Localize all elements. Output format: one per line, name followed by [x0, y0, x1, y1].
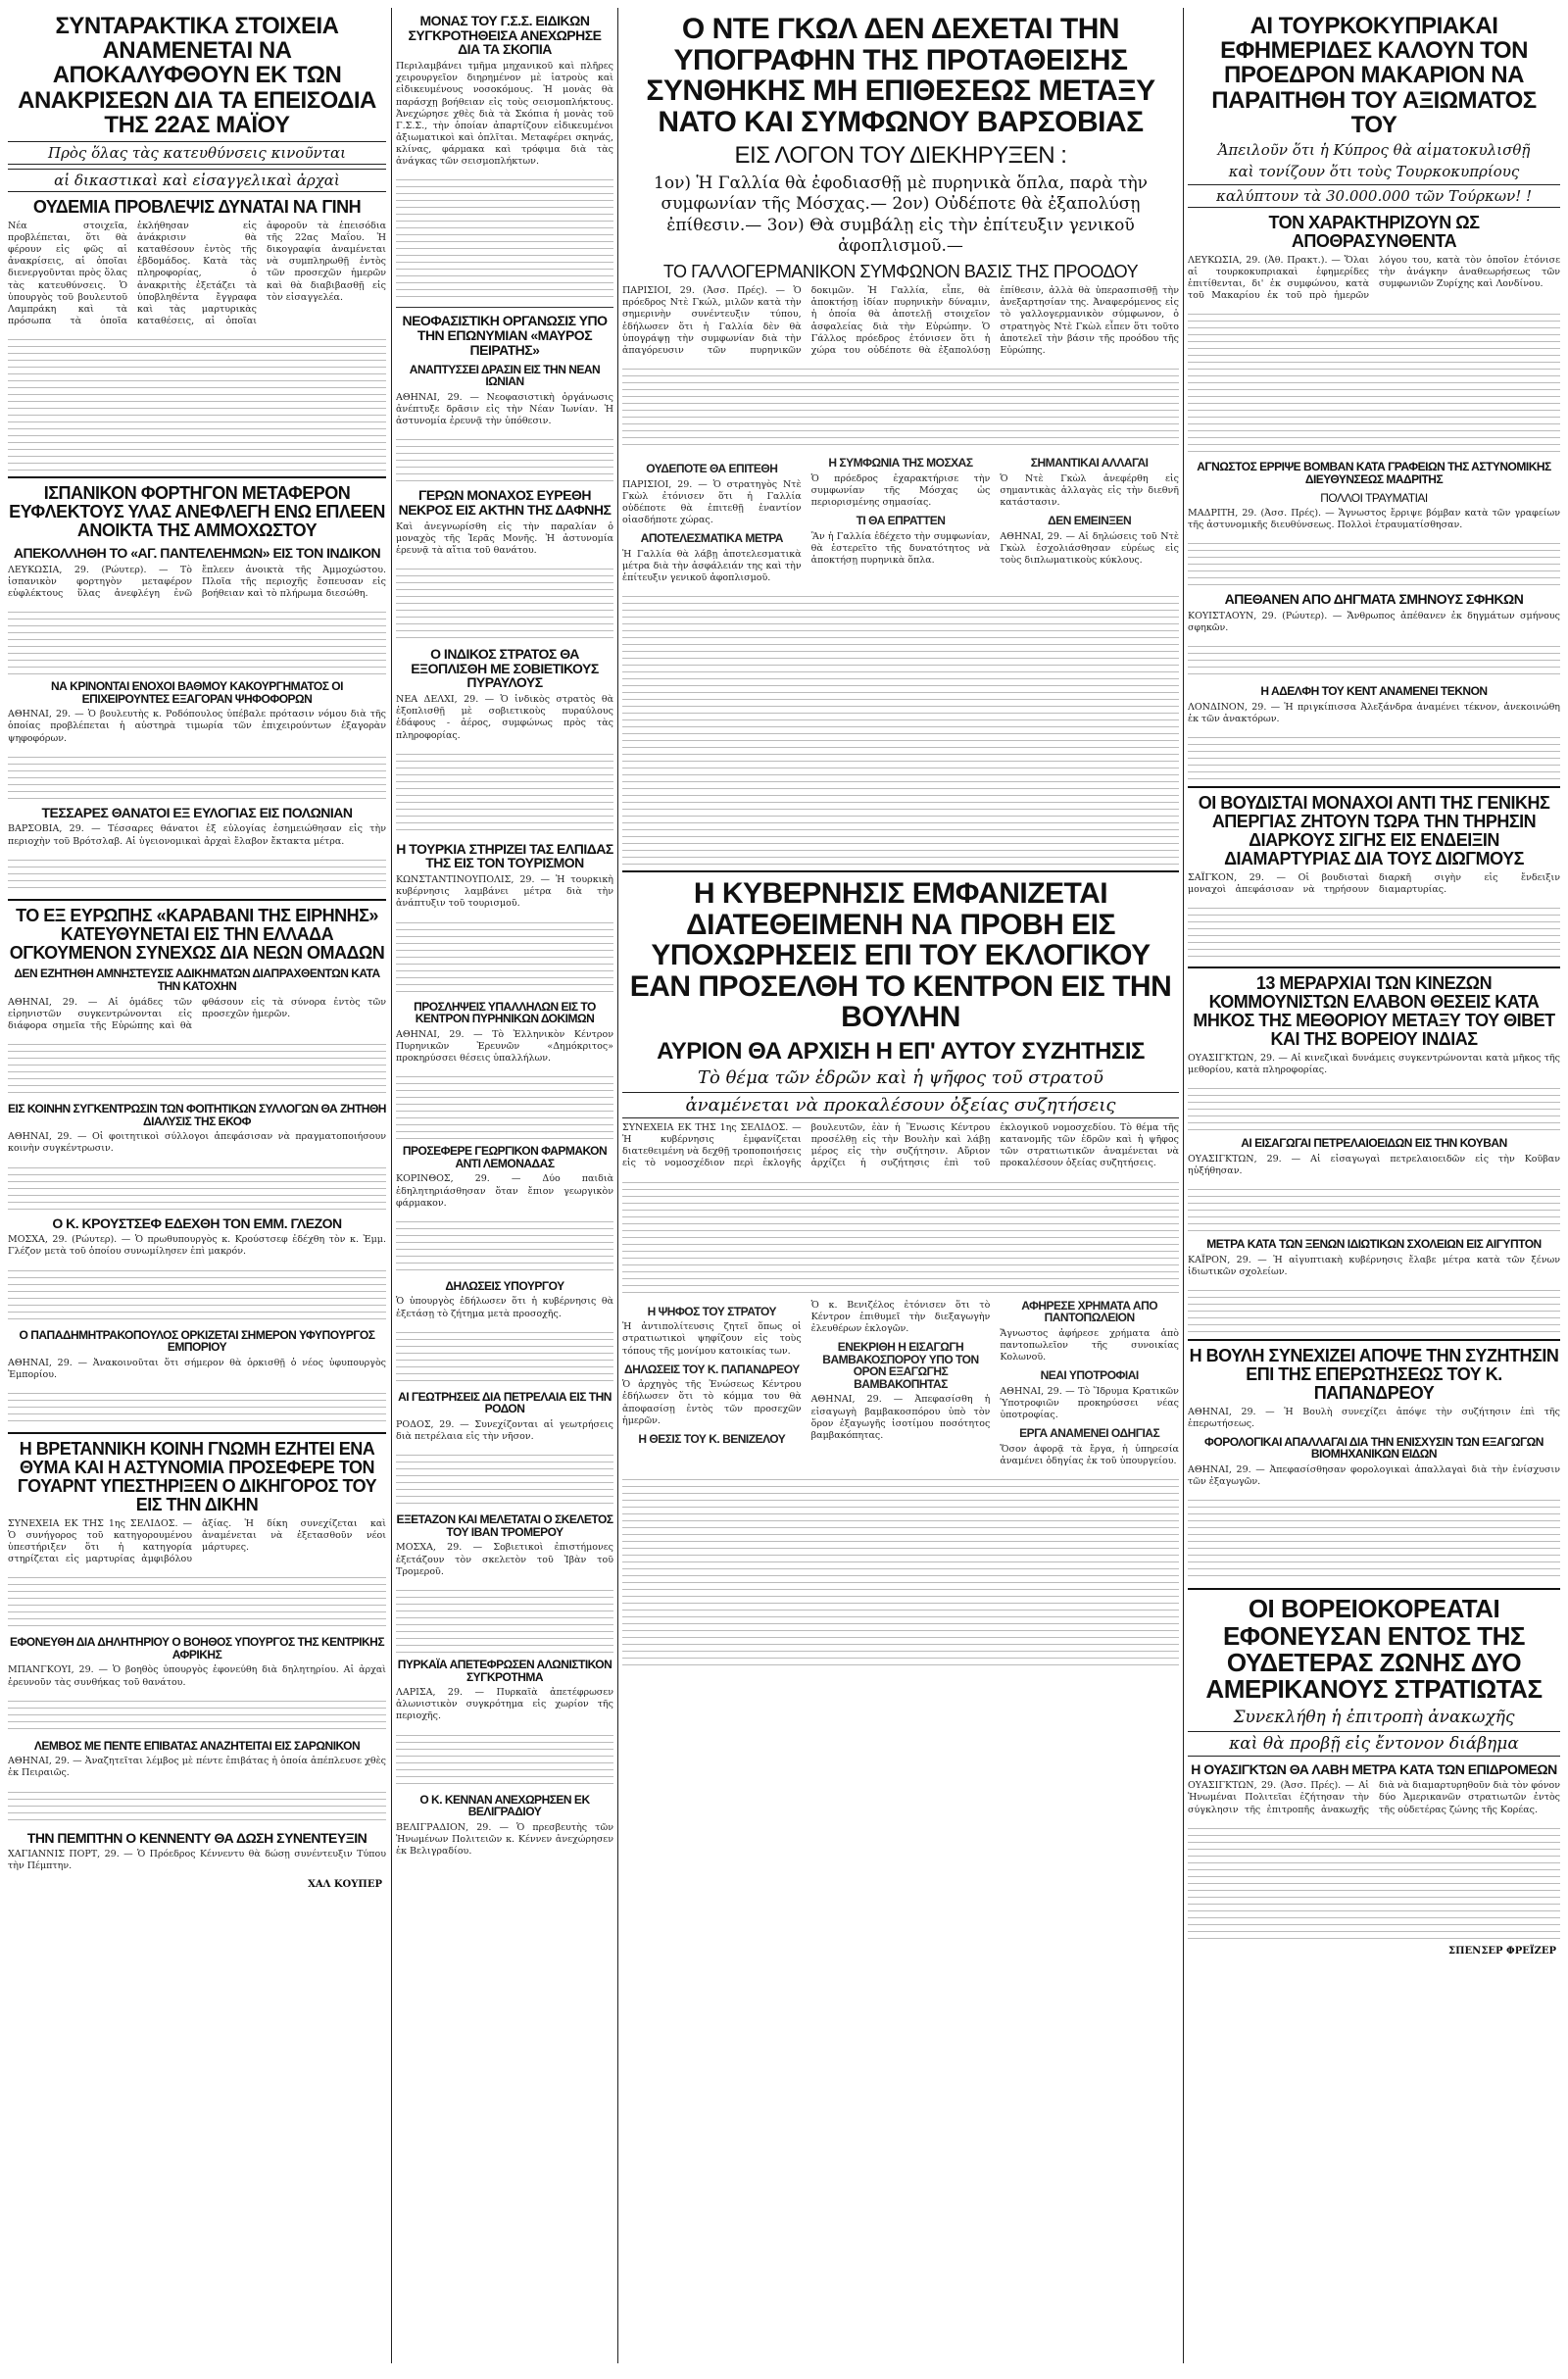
article-poisoned-minister — [8, 1636, 386, 1734]
subheadline: ΔΗΛΩΣΕΙΣ ΤΟΥ Κ. ΠΑΠΑΝΔΡΕΟΥ — [623, 1362, 800, 1376]
article-parliament — [1188, 1347, 1560, 1430]
article-body: Ὁ κ. Βενιζέλος ἐτόνισεν ὅτι τὸ Κέντρον ἐπιθυμεῖ τὴν διεξαγωγὴν ἐλευθέρων ἐκλογῶν. — [810, 1299, 991, 1334]
headline: ΣΥΝΤΑΡΑΚΤΙΚΑ ΣΤΟΙΧΕΙΑ ΑΝΑΜΕΝΕΤΑΙ ΝΑ ΑΠΟΚΑΛΥΦΘΟΥΝ ΕΚ ΤΩΝ ΑΝΑΚΡΙΣΕΩΝ ΔΙΑ ΤΑ ΕΠΕΙΣΟΔΙΑ ΤΗΣ 22ΑΣ ΜΑΪΟΥ — [18, 13, 376, 138]
subheadline: ΑΦΗΡΕΣΕ ΧΡΗΜΑΤΑ ΑΠΟ ΠΑΝΤΟΠΩΛΕΙΟΝ — [1021, 1298, 1158, 1325]
byline: ΣΠΕΝΣΕΡ ΦΡΕΪΖΕΡ — [1448, 1945, 1556, 1957]
article-body: ΑΘΗΝΑΙ, 29. — Ἀνακοινοῦται ὅτι σήμερον θὰ ὁρκισθῇ ὁ νέος ὑφυπουργὸς Ἐμπορίου. — [8, 1357, 386, 1380]
headline: Η ΑΔΕΛΦΗ ΤΟΥ ΚΕΝΤ ΑΝΑΜΕΝΕΙ ΤΕΚΝΟΝ — [1260, 684, 1488, 699]
headline: ΑΙ ΤΟΥΡΚΟΚΥΠΡΙΑΚΑΙ ΕΦΗΜΕΡΙΔΕΣ ΚΑΛΟΥΝ ΤΟΝ ΠΡΟΕΔΡΟΝ ΜΑΚΑΡΙΟΝ ΝΑ ΠΑΡΑΙΤΗΘΗ ΤΟΥ ΑΞΙΩΜΑΤΟΣ ΤΟΥ — [1211, 13, 1537, 138]
article-nuclear-center — [396, 1001, 613, 1140]
article-body: ΑΘΗΝΑΙ, 29. — Ἡ Βουλὴ συνεχίζει ἀπόψε τὴν συζήτησιν ἐπὶ τῆς ἐπερωτήσεως. — [1188, 1406, 1560, 1429]
headline: Ο ΙΝΔΙΚΟΣ ΣΤΡΑΤΟΣ ΘΑ ΕΞΟΠΛΙΣΘΗ ΜΕ ΣΟΒΙΕΤΙΚΟΥΣ ΠΥΡΑΥΛΟΥΣ — [411, 646, 599, 691]
headline: ΟΙ ΒΟΥΔΙΣΤΑΙ ΜΟΝΑΧΟΙ ΑΝΤΙ ΤΗΣ ΓΕΝΙΚΗΣ ΑΠΕΡΓΙΑΣ ΖΗΤΟΥΝ ΤΩΡΑ ΤΗΝ ΤΗΡΗΣΙΝ ΔΙΑΡΚΟΥΣ ΣΙΓΗΣ ΕΙΣ ΕΝΔΕΙΞΙΝ ΔΙΑΜΑΡΤΥΡΙΑΣ ΔΙΑ ΤΟΥΣ ΔΙΩΓΜΟΥΣ — [1198, 793, 1550, 869]
article-kennan — [396, 1794, 613, 1859]
article-body: ΜΠΑΝΓΚΟΥΙ, 29. — Ὁ βοηθὸς ὑπουργὸς ἐφονεύθη διὰ δηλητηρίου. Αἱ ἀρχαὶ ἐρευνοῦν τὰς συνθήκας τοῦ θανάτου. — [8, 1664, 386, 1688]
article-body: ΑΘΗΝΑΙ, 29. — Ἀπεφασίσθησαν φορολογικαὶ ἀπαλλαγαὶ διὰ τὴν ἐνίσχυσιν τῶν ἐξαγωγῶν. — [1188, 1464, 1560, 1488]
article-smallpox — [8, 806, 386, 893]
column-rule — [617, 8, 618, 2363]
article-body: Ἡ Γαλλία θὰ λάβῃ ἀποτελεσματικὰ μέτρα διὰ τὴν ἀσφάλειάν της καὶ τὴν ἐπίτευξιν γενικοῦ ἀφοπλισμοῦ. — [622, 548, 802, 584]
article-north-korea — [1188, 1596, 1560, 1956]
deck: Τὸ θέμα τῶν ἑδρῶν καὶ ἡ ψῆφος τοῦ στρατοῦ — [698, 1066, 1103, 1088]
headline: ΕΞΕΤΑΖΟΝ ΚΑΙ ΜΕΛΕΤΑΤΑΙ Ο ΣΚΕΛΕΤΟΣ ΤΟΥ ΙΒΑΝ ΤΡΟΜΕΡΟΥ — [396, 1512, 613, 1539]
column-4 — [1188, 8, 1560, 1958]
column-rule — [391, 8, 392, 2363]
article-investigations — [8, 14, 386, 471]
subheadline: ΣΗΜΑΝΤΙΚΑΙ ΑΛΛΑΓΑΙ — [1030, 456, 1149, 471]
headline: ΠΥΡΚΑΪΑ ΑΠΕΤΕΦΡΩΣΕΝ ΑΛΩΝΙΣΤΙΚΟΝ ΣΥΓΚΡΟΤΗΜΑ — [397, 1657, 612, 1684]
subheadline: ΑΠΕΚΟΛΛΗΘΗ ΤΟ «ΑΓ. ΠΑΝΤΕΛΕΗΜΩΝ» ΕΙΣ ΤΟΝ ΙΝΔΙΚΟΝ — [13, 544, 381, 561]
deck: ΕΙΣ ΛΟΓΟΝ ΤΟΥ ΔΙΕΚΗΡΥΞΕΝ : — [734, 142, 1067, 169]
article-body: ΑΘΗΝΑΙ, 29. — Ἀναζητεῖται λέμβος μὲ πέντε ἐπιβάτας ἡ ὁποία ἀπέπλευσε χθὲς ἐκ Πειραιῶς. — [8, 1756, 386, 1779]
article-body: ΑΘΗΝΑΙ, 29. — Τὸ Ἵδρυμα Κρατικῶν Ὑποτροφιῶν προκηρύσσει νέας ὑποτροφίας. — [1000, 1385, 1179, 1421]
subheadline: ΟΥΔΕΠΟΤΕ ΘΑ ΕΠΙΤΕΘΗ — [646, 462, 778, 476]
article-body: ΡΟΔΟΣ, 29. — Συνεχίζονται αἱ γεωτρήσεις διὰ πετρέλαια εἰς τὴν νῆσον. — [396, 1418, 613, 1443]
article-tax-exemptions — [1188, 1436, 1560, 1583]
headline: ΙΣΠΑΝΙΚΟΝ ΦΟΡΤΗΓΟΝ ΜΕΤΑΦΕΡΟΝ ΕΥΦΛΕΚΤΟΥΣ ΥΛΑΣ ΑΝΕΦΛΕΓΗ ΕΝΩ ΕΠΛΕΕΝ ΑΝΟΙΚΤΑ ΤΗΣ ΑΜΜΟΧΩΣΤΟΥ — [9, 483, 385, 541]
deck: αἱ δικαστικαὶ καὶ εἰσαγγελικαὶ ἀρχαὶ — [8, 169, 386, 192]
headline: ΝΕΟΦΑΣΙΣΤΙΚΗ ΟΡΓΑΝΩΣΙΣ ΥΠΟ ΤΗΝ ΕΠΩΝΥΜΙΑΝ «ΜΑΥΡΟΣ ΠΕΙΡΑΤΗΣ» — [402, 313, 608, 358]
article-body: Καὶ ἀνεγνωρίσθη εἰς τὴν παραλίαν ὁ μοναχὸς τῆς Ἱερᾶς Μονῆς. Ἡ ἀστυνομία ἐρευνᾷ τὰ αἴτια τοῦ θανάτου. — [396, 520, 613, 556]
article-body: ΧΑΓΙΑΝΝΙΣ ΠΟΡΤ, 29. — Ὁ Πρόεδρος Κέννεντυ θὰ δώσῃ συνέντευξιν Τύπου τὴν Πέμπτην. — [8, 1849, 386, 1872]
article-body: ΚΑΪΡΟΝ, 29. — Ἡ αἰγυπτιακὴ κυβέρνησις ἔλαβε μέτρα κατὰ τῶν ξένων ἰδιωτικῶν σχολείων. — [1188, 1254, 1560, 1277]
article-body: ΟΥΑΣΙΓΚΤΩΝ, 29. — Αἱ εἰσαγωγαὶ πετρελαιοειδῶν εἰς τὴν Κοῦβαν ηὐξήθησαν. — [1188, 1153, 1560, 1176]
article-body: ΜΑΔΡΙΤΗ, 29. (Ἀσσ. Πρές). — Ἄγνωστος ἔρριψε βόμβαν κατὰ τῶν γραφείων τῆς ἀστυνομικῆς διευθύνσεως. Πολλοὶ ἐτραυματίσθησαν. — [1188, 508, 1560, 531]
subheadline: Η ΘΕΣΙΣ ΤΟΥ Κ. ΒΕΝΙΖΕΛΟΥ — [638, 1431, 786, 1446]
article-wasps — [1188, 592, 1560, 679]
headline: ΟΙ ΒΟΡΕΙΟΚΟΡΕΑΤΑΙ ΕΦΟΝΕΥΣΑΝ ΕΝΤΟΣ ΤΗΣ ΟΥΔΕΤΕΡΑΣ ΖΩΝΗΣ ΔΥΟ ΑΜΕΡΙΚΑΝΟΥΣ ΣΤΡΑΤΙΩΤΑΣ — [1205, 1594, 1543, 1705]
article-body: ΣΥΝΕΧΕΙΑ ΕΚ ΤΗΣ 1ης ΣΕΛΙΔΟΣ. — Ἡ κυβέρνησις ἐμφανίζεται διατεθειμένη νὰ δεχθῇ τροποποιήσεις εἰς τὸ νομοσχέδιον περὶ ἐκλογῆς βουλευτῶν, ἐὰν ἡ Ἕνωσις Κέντρου προσέλθῃ εἰς τὴν Βουλὴν καὶ λάβῃ μέρος εἰς τὴν συζήτησιν. Αὔριον ἀρχίζει ἡ συζήτησις ἐπὶ τοῦ ἐκλογικοῦ νομοσχεδίου. Τὸ θέμα τῆς κατανομῆς τῶν ἑδρῶν καὶ ἡ ψῆφος τῶν στρατιωτικῶν ἀναμένεται νὰ προκαλέσουν ὀξείας συζητήσεις. — [622, 1121, 1179, 1169]
subheadline: ΤΟ ΓΑΛΛΟΓΕΡΜΑΝΙΚΟΝ ΣΥΜΦΩΝΟΝ ΒΑΣΙΣ ΤΗΣ ΠΡΟΟΔΟΥ — [662, 262, 1139, 282]
subheadline: ΟΥΔΕΜΙΑ ΠΡΟΒΛΕΨΙΣ ΔΥΝΑΤΑΙ ΝΑ ΓΙΝΗ — [32, 196, 362, 217]
article-makarios — [1188, 14, 1560, 455]
article-body: ΣΑΪΓΚΟΝ, 29. — Οἱ βουδισταὶ μοναχοὶ ἀπεφάσισαν νὰ τηρήσουν διαρκῆ σιγὴν εἰς ἔνδειξιν διαμαρτυρίας. — [1188, 871, 1560, 896]
headline: ΠΡΟΣΛΗΨΕΙΣ ΥΠΑΛΛΗΛΩΝ ΕΙΣ ΤΟ ΚΕΝΤΡΟΝ ΠΥΡΗΝΙΚΩΝ ΔΟΚΙΜΩΝ — [414, 999, 596, 1026]
article-turkey-tourism — [396, 842, 613, 995]
article-body: ΒΑΡΣΟΒΙΑ, 29. — Τέσσαρες θάνατοι ἐξ εὐλογίας ἐσημειώθησαν εἰς τὴν περιοχὴν τοῦ Βρότσλαβ. Αἱ ὑγειονομικαὶ ἀρχαὶ ἔλαβον ἔκτακτα μέτρα. — [8, 823, 386, 847]
deck: καὶ τονίζουν ὅτι τοὺς Τουρκοκυπρίους — [1228, 162, 1520, 180]
article-electoral-law — [622, 878, 1179, 1669]
column-3 — [622, 8, 1179, 1675]
headline: Ο Κ. ΚΕΝΝΑΝ ΑΝΕΧΩΡΗΣΕΝ ΕΚ ΒΕΛΙΓΡΑΔΙΟΥ — [419, 1792, 590, 1819]
headline: ΤΗΝ ΠΕΜΠΤΗΝ Ο ΚΕΝΝΕΝΤΥ ΘΑ ΔΩΣΗ ΣΥΝΕΝΤΕΥΞΙΝ — [26, 1829, 368, 1846]
article-body: ΚΟΥΙΣΤΑΟΥΝ, 29. (Ρώυτερ). — Ἄνθρωπος ἀπέθανεν ἐκ δηγμάτων σμήνους σφηκῶν. — [1188, 611, 1560, 634]
deck: ἀναμένεται νὰ προκαλέσουν ὀξείας συζητήσεις — [622, 1092, 1179, 1118]
article-body: Ὅσον ἀφορᾷ τὰ ἔργα, ἡ ὑπηρεσία ἀναμένει ὁδηγίας ἐκ τοῦ ὑπουργείου. — [1000, 1443, 1179, 1467]
headline: ΑΙ ΕΙΣΑΓΩΓΑΙ ΠΕΤΡΕΛΑΙΟΕΙΔΩΝ ΕΙΣ ΤΗΝ ΚΟΥΒΑΝ — [1241, 1136, 1507, 1151]
headline: ΜΟΝΑΣ ΤΟΥ Γ.Σ.Σ. ΕΙΔΙΚΩΝ ΣΥΓΚΡΟΤΗΘΕΙΣΑ ΑΝΕΧΩΡΗΣΕ ΔΙΑ ΤΑ ΣΚΟΠΙΑ — [408, 13, 602, 58]
article-body: ΛΟΝΔΙΝΟΝ, 29. — Ἡ πριγκίπισσα Ἀλεξάνδρα ἀναμένει τέκνον, ἀνεκοινώθη ἐκ τῶν ἀνακτόρων. — [1188, 702, 1560, 725]
article-pesticide — [396, 1145, 613, 1274]
headline: ΛΕΜΒΟΣ ΜΕ ΠΕΝΤΕ ΕΠΙΒΑΤΑΣ ΑΝΑΖΗΤΕΙΤΑΙ ΕΙΣ ΣΑΡΩΝΙΚΟΝ — [33, 1738, 361, 1753]
article-body: ΑΘΗΝΑΙ, 29. — Ὁ βουλευτὴς κ. Ροδόπουλος ὑπέβαλε πρότασιν νόμου διὰ τῆς ὁποίας προβλέπεται ἡ αὐστηρὰ τιμωρία τῶν ἐπιχειρούντων ἐξαγορὰν ψηφοφόρων. — [8, 709, 386, 744]
article-chinese-divisions — [1188, 974, 1560, 1131]
article-kent — [1188, 685, 1560, 780]
article-body: ΚΩΝΣΤΑΝΤΙΝΟΥΠΟΛΙΣ, 29. — Ἡ τουρκικὴ κυβέρνησις λαμβάνει μέτρα διὰ τὴν ἀνάπτυξιν τοῦ τουρισμοῦ. — [396, 874, 613, 910]
article-monk — [396, 488, 613, 641]
subheadline: ΔΕΝ ΕΜΕΙΝΞΕΝ — [1048, 514, 1132, 528]
newspaper-page — [8, 8, 1560, 2363]
article-body: ΑΘΗΝΑΙ, 29. — Νεοφασιστικὴ ὀργάνωσις ἀνέπτυξε δρᾶσιν εἰς τὴν Νέαν Ἰωνίαν. Ἡ ἀστυνομία ἐρευνᾷ τὴν ὑπόθεσιν. — [396, 391, 613, 427]
article-body: ΛΑΡΙΣΑ, 29. — Πυρκαϊὰ ἀπετέφρωσεν ἀλωνιστικὸν συγκρότημα εἰς χωρίον τῆς περιοχῆς. — [396, 1687, 613, 1722]
article-cuba-oil — [1188, 1137, 1560, 1232]
article-body: ΜΟΣΧΑ, 29. (Ρώυτερ). — Ὁ πρωθυπουργὸς κ. Κρούστσεφ ἐδέχθη τὸν κ. Ἐμμ. Γλέζον μετὰ τοῦ ὁποίου συνωμίλησεν ἐπὶ μακρόν. — [8, 1234, 386, 1258]
article-ivan-skeleton — [396, 1513, 613, 1653]
subheadline: Η ΨΗΦΟΣ ΤΟΥ ΣΤΡΑΤΟΥ — [647, 1304, 777, 1318]
deck: Πρὸς ὅλας τὰς κατευθύνσεις κινοῦνται — [8, 141, 386, 165]
headline: Η ΤΟΥΡΚΙΑ ΣΤΗΡΙΖΕΙ ΤΑΣ ΕΛΠΙΔΑΣ ΤΗΣ ΕΙΣ ΤΟΝ ΤΟΥΡΙΣΜΟΝ — [396, 840, 613, 871]
article-body: ΑΘΗΝΑΙ, 29. — Τὸ Ἑλληνικὸν Κέντρον Πυρηνικῶν Ἐρευνῶν «Δημόκριτος» προκηρύσσει θέσεις ὑπαλλήλων. — [396, 1028, 613, 1065]
column-rule — [1183, 8, 1184, 2363]
article-body: ΠΑΡΙΣΙΟΙ, 29. (Ἀσσ. Πρές). — Ὁ πρόεδρος Ντὲ Γκώλ, μιλῶν κατὰ τὴν σημερινὴν συνέντευξιν τύπου, ἐδήλωσεν ὅτι ἡ Γαλλία δὲν θὰ ὑπογράψῃ τὴν συμφωνίαν διὰ τὴν ἀπαγόρευσιν τῶν πυρηνικῶν δοκιμῶν. Ἡ Γαλλία, εἶπε, θὰ ἀποκτήσῃ ἰδίαν πυρηνικὴν δύναμιν, ἡ ὁποία θὰ ἀποτελῇ στοιχεῖον ἀσφαλείας διὰ τὴν Εὐρώπην. Ὁ Γάλλος πρόεδρος ἐτόνισεν ὅτι ἡ χώρα του οὐδέποτε θὰ ἐξαπολύσῃ ἐπίθεσιν, ἀλλὰ θὰ ὑπερασπισθῇ τὴν ἀνεξαρτησίαν της. Ἀναφερόμενος εἰς τὸ γαλλογερμανικὸν σύμφωνον, ὁ στρατηγὸς Ντὲ Γκὼλ εἶπεν ὅτι τοῦτο ἀποτελεῖ τὴν βάσιν τῆς προόδου τῆς Εὐρώπης. — [622, 285, 1179, 356]
subheadline: Η ΣΥΜΦΩΝΙΑ ΤΗΣ ΜΟΣΧΑΣ — [828, 456, 973, 471]
headline: Ο Κ. ΚΡΟΥΣΤΣΕΦ ΕΔΕΧΘΗ ΤΟΝ ΕΜΜ. ΓΛΕΖΟΝ — [52, 1214, 342, 1231]
headline: ΤΟ ΕΞ ΕΥΡΩΠΗΣ «ΚΑΡΑΒΑΝΙ ΤΗΣ ΕΙΡΗΝΗΣ» ΚΑΤΕΥΘΥΝΕΤΑΙ ΕΙΣ ΤΗΝ ΕΛΛΑΔΑ ΟΓΚΟΥΜΕΝΟΝ ΣΥΝΕΧΩΣ ΔΙΑ ΝΕΩΝ ΟΜΑΔΩΝ — [9, 905, 385, 963]
article-body: ΛΕΥΚΩΣΙΑ, 29. (Ἀθ. Πρακτ.). — Ὅλαι αἱ τουρκοκυπριακαὶ ἐφημερίδες ἐπιτίθενται, δι' ἐκ συμφώνου, κατὰ τοῦ Μακαρίου ἐκ τοῦ πρὸ ἡμερῶν λόγου του, κατὰ τὸν ὁποῖον ἐτόνισε τὴν ἀνάγκην ἀναθεωρήσεως τῶν συμφωνιῶν Ζυρίχης καὶ Λονδίνου. — [1188, 254, 1560, 302]
headline: ΕΙΣ ΚΟΙΝΗΝ ΣΥΓΚΕΝΤΡΩΣΙΝ ΤΩΝ ΦΟΙΤΗΤΙΚΩΝ ΣΥΛΛΟΓΩΝ ΘΑ ΖΗΤΗΘΗ ΔΙΑΛΥΣΙΣ ΤΗΣ ΕΚΟΦ — [8, 1102, 386, 1128]
headline: ΓΕΡΩΝ ΜΟΝΑΧΟΣ ΕΥΡΕΘΗ ΝΕΚΡΟΣ ΕΙΣ ΑΚΤΗΝ ΤΗΣ ΔΑΦΝΗΣ — [398, 487, 612, 518]
article-body: ΟΥΑΣΙΓΚΤΩΝ, 29. — Αἱ κινεζικαὶ δυνάμεις συγκεντρώνονται κατὰ μῆκος τῆς μεθορίου, κατὰ πληροφορίας. — [1188, 1052, 1560, 1075]
headline: Η ΚΥΒΕΡΝΗΣΙΣ ΕΜΦΑΝΙΖΕΤΑΙ ΔΙΑΤΕΘΕΙΜΕΝΗ ΝΑ ΠΡΟΒΗ ΕΙΣ ΥΠΟΧΩΡΗΣΕΙΣ ΕΠΙ ΤΟΥ ΕΚΛΟΓΙΚΟΥ ΕΑΝ ΠΡΟΣΕΛΘΗ ΤΟ ΚΕΝΤΡΟΝ ΕΙΣ ΤΗΝ ΒΟΥΛΗΝ — [629, 877, 1172, 1034]
subheadline: ΤΙ ΘΑ ΕΠΡΑΤΤΕΝ — [856, 514, 946, 528]
article-de-gaulle — [622, 14, 1179, 865]
article-egypt-schools — [1188, 1238, 1560, 1333]
headline: Η ΒΟΥΛΗ ΣΥΝΕΧΙΖΕΙ ΑΠΟΨΕ ΤΗΝ ΣΥΖΗΤΗΣΙΝ ΕΠΙ ΤΗΣ ΕΠΕΡΩΤΗΣΕΩΣ ΤΟΥ Κ. ΠΑΠΑΝΔΡΕΟΥ — [1189, 1345, 1559, 1403]
article-peace-caravan — [8, 907, 386, 1097]
article-indian-army — [396, 647, 613, 836]
deck: Ἀπειλοῦν ὅτι ἡ Κύπρος θὰ αἱματοκυλισθῇ — [1217, 140, 1531, 159]
deck: καὶ θὰ προβῇ εἰς ἔντονον διάβημα — [1188, 1731, 1560, 1757]
article-kennedy — [8, 1831, 386, 1873]
article-minister-statements — [396, 1280, 613, 1385]
article-ward-trial — [8, 1440, 386, 1630]
article-fire — [396, 1659, 613, 1788]
headline: Η ΒΡΕΤΑΝΝΙΚΗ ΚΟΙΝΗ ΓΝΩΜΗ ΕΖΗΤΕΙ ΕΝΑ ΘΥΜΑ ΚΑΙ Η ΑΣΤΥΝΟΜΙΑ ΠΡΟΣΕΦΕΡΕ ΤΟΝ ΓΟΥΑΡΝΤ ΥΠΕΣΤΗΡΙΞΕΝ Ο ΔΙΚΗΓΟΡΟΣ ΤΟΥ ΕΙΣ ΤΗΝ ΔΙΚΗΝ — [17, 1439, 377, 1514]
article-skopje-unit — [396, 14, 613, 301]
sub-articles — [622, 1300, 1179, 1468]
headline: ΑΓΝΩΣΤΟΣ ΕΡΡΙΨΕ ΒΟΜΒΑΝ ΚΑΤΑ ΓΡΑΦΕΙΩΝ ΤΗΣ ΑΣΤΥΝΟΜΙΚΗΣ ΔΙΕΥΘΥΝΣΕΩΣ ΜΑΔΡΙΤΗΣ — [1197, 460, 1551, 486]
headline: ΕΦΟΝΕΥΘΗ ΔΙΑ ΔΗΛΗΤΗΡΙΟΥ Ο ΒΟΗΘΟΣ ΥΠΟΥΡΓΟΣ ΤΗΣ ΚΕΝΤΡΙΚΗΣ ΑΦΡΙΚΗΣ — [9, 1635, 385, 1661]
article-buddhist-monks — [1188, 794, 1560, 961]
column-1 — [8, 8, 386, 1892]
article-missing-boat — [8, 1740, 386, 1825]
headline: ΑΙ ΓΕΩΤΡΗΣΕΙΣ ΔΙΑ ΠΕΤΡΕΛΑΙΑ ΕΙΣ ΤΗΝ ΡΟΔΟΝ — [398, 1389, 612, 1416]
article-neofascist — [396, 314, 613, 482]
article-body: Ὁ Ντὲ Γκὼλ ἀνεφέρθη εἰς σημαντικὰς ἀλλαγὰς εἰς τὴν διεθνῆ κατάστασιν. — [1000, 472, 1179, 508]
article-body: ΑΘΗΝΑΙ, 29. — Οἱ φοιτητικοὶ σύλλογοι ἀπεφάσισαν νὰ πραγματοποιήσουν κοινὴν συγκέντρωσιν. — [8, 1131, 386, 1155]
article-body: Ἡ ἀντιπολίτευσις ζητεῖ ὅπως οἱ στρατιωτικοὶ ψηφίζουν εἰς τοὺς τόπους τῆς μονίμου κατοικίας των. — [622, 1321, 802, 1357]
subheadline: ΑΠΟΤΕΛΕΣΜΑΤΙΚΑ ΜΕΤΡΑ — [640, 531, 783, 546]
subheadline: ΠΟΛΛΟΙ ΤΡΑΥΜΑΤΙΑΙ — [1320, 490, 1428, 505]
article-body: ΝΕΑ ΔΕΛΧΙ, 29. — Ὁ ἰνδικὸς στρατὸς θὰ ἐξοπλισθῇ μὲ σοβιετικοὺς πυραύλους ἐδάφους - ἀέρος, συμφώνως πρὸς τὰς πληροφορίας. — [396, 694, 613, 741]
headline: ΝΑ ΚΡΙΝΟΝΤΑΙ ΕΝΟΧΟΙ ΒΑΘΜΟΥ ΚΑΚΟΥΡΓΗΜΑΤΟΣ ΟΙ ΕΠΙΧΕΙΡΟΥΝΤΕΣ ΕΞΑΓΟΡΑΝ ΨΗΦΟΦΟΡΩΝ — [51, 679, 343, 706]
deck: καλύπτουν τὰ 30.000.000 τῶν Τούρκων! ! — [1188, 184, 1560, 208]
subheadline: ΔΕΝ ΕΖΗΤΗΘΗ ΑΜΝΗΣΤΕΥΣΙΣ ΑΔΙΚΗΜΑΤΩΝ ΔΙΑΠΡΑΧΘΕΝΤΩΝ ΚΑΤΑ ΤΗΝ ΚΑΤΟΧΗΝ — [14, 966, 380, 993]
article-vote-buying — [8, 680, 386, 800]
headline: Ο ΠΑΠΑΔΗΜΗΤΡΑΚΟΠΟΥΛΟΣ ΟΡΚΙΖΕΤΑΙ ΣΗΜΕΡΟΝ ΥΦΥΠΟΥΡΓΟΣ ΕΜΠΟΡΙΟΥ — [19, 1327, 375, 1355]
headline: ΜΕΤΡΑ ΚΑΤΑ ΤΩΝ ΞΕΝΩΝ ΙΔΙΩΤΙΚΩΝ ΣΧΟΛΕΙΩΝ ΕΙΣ ΑΙΓΥΠΤΟΝ — [1206, 1237, 1542, 1251]
lede: 1ον) Ἡ Γαλλία θὰ ἐφοδιασθῇ μὲ πυρηνικὰ ὅπλα, παρὰ τὴν συμφωνίαν τῆς Μόσχας.— 2ον) Οὐδέποτε θὰ ἐξαπολύσῃ ἐπίθεσιν.— 3ον) Θὰ συμβάλῃ εἰς τὴν ἐπίτευξιν γενικοῦ ἀφοπλισμοῦ.— — [654, 173, 1148, 256]
headline: ΑΠΕΘΑΝΕΝ ΑΠΟ ΔΗΓΜΑΤΑ ΣΜΗΝΟΥΣ ΣΦΗΚΩΝ — [1224, 591, 1524, 608]
article-spanish-freighter — [8, 484, 386, 674]
subheadline: ΤΟΝ ΧΑΡΑΚΤΗΡΙΖΟΥΝ ΩΣ ΑΠΟΘΡΑΣΥΝΘΕΝΤΑ — [1268, 212, 1480, 251]
article-khrushchev — [8, 1216, 386, 1323]
article-body: Νέα στοιχεῖα, προβλέπεται, ὅτι θὰ φέρουν εἰς φῶς αἱ ἀνακρίσεις, αἱ ὁποῖαι διενεργοῦνται πρὸς ὅλας τὰς κατευθύνσεις. Ὁ ὑπουργὸς τοῦ βουλευτοῦ Λαμπράκη καὶ τὰ πρόσωπα τὰ ὁποῖα ἐκλήθησαν εἰς ἀνάκρισιν θὰ καταθέσουν ἐντὸς τῆς ἑβδομάδος. Κατὰ τὰς πληροφορίας, ὁ ἀνακριτὴς ἐξετάζει τὰ ὑποβληθέντα ἔγγραφα καὶ τὰς μαρτυρικὰς καταθέσεις, αἱ ὁποῖαι ἀφοροῦν τὰ ἐπεισόδια τῆς 22ας Μαΐου. Ἡ δικογραφία ἀναμένεται νὰ συμπληρωθῇ ἐντὸς τῶν προσεχῶν ἡμερῶν καὶ θὰ διαβιβασθῇ εἰς τὸν εἰσαγγελέα. — [8, 220, 386, 327]
article-body: Ὁ πρόεδρος ἐχαρακτήρισε τὴν συμφωνίαν τῆς Μόσχας ὡς περιορισμένης σημασίας. — [810, 472, 991, 508]
headline: ΦΟΡΟΛΟΓΙΚΑΙ ΑΠΑΛΛΑΓΑΙ ΔΙΑ ΤΗΝ ΕΝΙΣΧΥΣΙΝ ΤΩΝ ΕΞΑΓΩΓΩΝ ΒΙΟΜΗΧΑΝΙΚΩΝ ΕΙΔΩΝ — [1204, 1434, 1544, 1462]
subheadline: ΕΝΕΚΡΙΘΗ Η ΕΙΣΑΓΩΓΗ ΒΑΜΒΑΚΟΣΠΟΡΟΥ ΥΠΟ ΤΟΝ ΟΡΟΝ ΕΞΑΓΩΓΗΣ ΒΑΜΒΑΚΟΠΗΤΑΣ — [822, 1340, 979, 1391]
article-body: ΒΕΛΙΓΡΑΔΙΟΝ, 29. — Ὁ πρεσβευτὴς τῶν Ἡνωμένων Πολιτειῶν κ. Κέννεν ἀνεχώρησεν ἐκ Βελιγραδίου. — [396, 1821, 613, 1858]
article-body: ΑΘΗΝΑΙ, 29. — Ἀπεφασίσθη ἡ εἰσαγωγὴ βαμβακοσπόρου ὑπὸ τὸν ὅρον ἐξαγωγῆς ἰσοτίμου ποσότητος βαμβακόπητας. — [810, 1394, 991, 1441]
deck: Συνεκλήθη ἡ ἐπιτροπὴ ἀνακωχῆς — [1233, 1707, 1515, 1727]
headline: Ο ΝΤΕ ΓΚΩΛ ΔΕΝ ΔΕΧΕΤΑΙ ΤΗΝ ΥΠΟΓΡΑΦΗΝ ΤΗΣ ΠΡΟΤΑΘΕΙΣΗΣ ΣΥΝΘΗΚΗΣ ΜΗ ΕΠΙΘΕΣΕΩΣ ΜΕΤΑΞΥ ΝΑΤΟ ΚΑΙ ΣΥΜΦΩΝΟΥ ΒΑΡΣΟΒΙΑΣ — [646, 13, 1155, 138]
article-body: ΑΘΗΝΑΙ, 29. — Αἱ ὁμάδες τῶν εἰρηνιστῶν συγκεντρώνονται εἰς διάφορα σημεῖα τῆς Εὐρώπης καὶ θὰ φθάσουν εἰς τὰ σύνορα ἐντὸς τῶν προσεχῶν ἡμερῶν. — [8, 996, 386, 1031]
article-body: Ὁ ἀρχηγὸς τῆς Ἑνώσεως Κέντρου ἐδήλωσεν ὅτι τὸ κόμμα του θὰ ἀποφασίσῃ ἐντὸς τῶν προσεχῶν ἡμερῶν. — [622, 1379, 802, 1426]
article-students — [8, 1103, 386, 1211]
article-body: Ἂν ἡ Γαλλία ἐδέχετο τὴν συμφωνίαν, θὰ ἐστερεῖτο τῆς δυνατότητος νὰ ἀποκτήσῃ πυρηνικὰ ὅπλα. — [810, 530, 991, 566]
article-body: Ἄγνωστος ἀφήρεσε χρήματα ἀπὸ παντοπωλεῖον τῆς συνοικίας Κολωνοῦ. — [1000, 1327, 1179, 1363]
article-body: ΜΟΣΧΑ, 29. — Σοβιετικοὶ ἐπιστήμονες ἐξετάζουν τὸν σκελετὸν τοῦ Ἰβὰν τοῦ Τρομεροῦ. — [396, 1542, 613, 1577]
article-rhodes-oil — [396, 1391, 613, 1509]
article-madrid-bomb — [1188, 461, 1560, 586]
subheadline: ΝΕΑΙ ΥΠΟΤΡΟΦΙΑΙ — [1040, 1368, 1139, 1383]
article-body: ΚΟΡΙΝΘΟΣ, 29. — Δύο παιδιὰ ἐδηλητηριάσθησαν ὅταν ἔπιον γεωργικὸν φάρμακον. — [396, 1173, 613, 1209]
column-2 — [396, 8, 613, 1863]
article-body: ΣΥΝΕΧΕΙΑ ΕΚ ΤΗΣ 1ης ΣΕΛΙΔΟΣ. — Ὁ συνήγορος τοῦ κατηγορουμένου ὑπεστήριξεν ὅτι ἡ κατηγορία στηρίζεται εἰς μαρτυρίας ἀμφιβόλου ἀξίας. Ἡ δίκη συνεχίζεται καὶ ἀναμένεται νὰ ἐξετασθοῦν νέοι μάρτυρες. — [8, 1517, 386, 1565]
article-body: ΠΑΡΙΣΙΟΙ, 29. — Ὁ στρατηγὸς Ντὲ Γκὼλ ἐτόνισεν ὅτι ἡ Γαλλία οὐδέποτε θὰ ἐπιτεθῇ ἐναντίον οἱασδήποτε χώρας. — [622, 478, 802, 526]
article-body: ΑΘΗΝΑΙ, 29. — Αἱ δηλώσεις τοῦ Ντὲ Γκὼλ ἐσχολιάσθησαν εὐρέως εἰς τοὺς διπλωματικοὺς κύκλους. — [1000, 530, 1179, 566]
article-body: ΛΕΥΚΩΣΙΑ, 29. (Ρώυτερ). — Τὸ ἱσπανικὸν φορτηγὸν μεταφέρον εὐφλέκτους ὕλας ἀνεφλέγη ἐνῶ ἔπλεεν ἀνοικτὰ τῆς Ἀμμοχώστου. Πλοῖα τῆς περιοχῆς ἔσπευσαν εἰς βοήθειαν καὶ τὸ πλήρωμα διεσώθη. — [8, 564, 386, 599]
headline: 13 ΜΕΡΑΡΧΙΑΙ ΤΩΝ ΚΙΝΕΖΩΝ ΚΟΜΜΟΥΝΙΣΤΩΝ ΕΛΑΒΟΝ ΘΕΣΕΙΣ ΚΑΤΑ ΜΗΚΟΣ ΤΗΣ ΜΕΘΟΡΙΟΥ ΜΕΤΑΞΥ ΤΟΥ ΘΙΒΕΤ ΚΑΙ ΤΗΣ ΒΟΡΕΙΟΥ ΙΝΔΙΑΣ — [1193, 973, 1555, 1049]
headline: ΔΗΛΩΣΕΙΣ ΥΠΟΥΡΓΟΥ — [445, 1278, 564, 1293]
article-body: ΟΥΑΣΙΓΚΤΩΝ, 29. (Ἀσσ. Πρές). — Αἱ Ἡνωμέναι Πολιτεῖαι ἐζήτησαν τὴν σύγκλησιν τῆς ἐπιτροπῆς ἀνακωχῆς διὰ νὰ διαμαρτυρηθοῦν διὰ τὸν φόνον δύο Ἀμερικανῶν στρατιωτῶν ἐντὸς τῆς οὐδετέρας ζώνης τῆς Κορέας. — [1188, 1780, 1560, 1815]
subheadline: ΕΡΓΑ ΑΝΑΜΕΝΕΙ ΟΔΗΓΙΑΣ — [1019, 1426, 1160, 1441]
headline: ΠΡΟΣΕΦΕΡΕ ΓΕΩΡΓΙΚΟΝ ΦΑΡΜΑΚΟΝ ΑΝΤΙ ΛΕΜΟΝΑΔΑΣ — [402, 1144, 608, 1170]
article-body: Ὁ ὑπουργὸς ἐδήλωσεν ὅτι ἡ κυβέρνησις θὰ ἐξετάσῃ τὸ ζήτημα μετὰ προσοχῆς. — [396, 1296, 613, 1319]
sub-articles — [622, 457, 1179, 584]
article-deputy-minister — [8, 1329, 386, 1427]
subheadline: ΑΥΡΙΟΝ ΘΑ ΑΡΧΙΣΗ Η ΕΠ' ΑΥΤΟΥ ΣΥΖΗΤΗΣΙΣ — [657, 1037, 1145, 1065]
byline: ΧΑΛ ΚΟΥΠΕΡ — [308, 1878, 382, 1890]
subheadline: ΑΝΑΠΤΥΣΣΕΙ ΔΡΑΣΙΝ ΕΙΣ ΤΗΝ ΝΕΑΝ ΙΩΝΙΑΝ — [409, 362, 601, 389]
subheadline: Η ΟΥΑΣΙΓΚΤΩΝ ΘΑ ΛΑΒΗ ΜΕΤΡΑ ΚΑΤΑ ΤΩΝ ΕΠΙΔΡΟΜΕΩΝ — [1191, 1760, 1557, 1777]
headline: ΤΕΣΣΑΡΕΣ ΘΑΝΑΤΟΙ ΕΞ ΕΥΛΟΓΙΑΣ ΕΙΣ ΠΟΛΩΝΙΑΝ — [41, 804, 353, 820]
article-body: Περιλαμβάνει τμῆμα μηχανικοῦ καὶ πλῆρες χειρουργεῖον διηρημένον μὲ ἰατροὺς καὶ εἰδικευμένους νοσοκόμους. Ἡ μονὰς θὰ παράσχῃ βοήθειαν εἰς τοὺς σεισμοπλήκτους. Ἀνεχώρησε χθὲς διὰ τὰ Σκόπια ἡ μονὰς τοῦ Γ.Σ.Σ., τὴν ὁποίαν ἀπαρτίζουν εἰδικευμένοι ἀξιωματικοὶ καὶ ὁπλῖται. Μεταφέρει σκηνάς, κλίνας, φάρμακα καὶ τρόφιμα διὰ τὰς ἀνάγκας τῶν σεισμοπλήκτων. — [396, 61, 613, 168]
